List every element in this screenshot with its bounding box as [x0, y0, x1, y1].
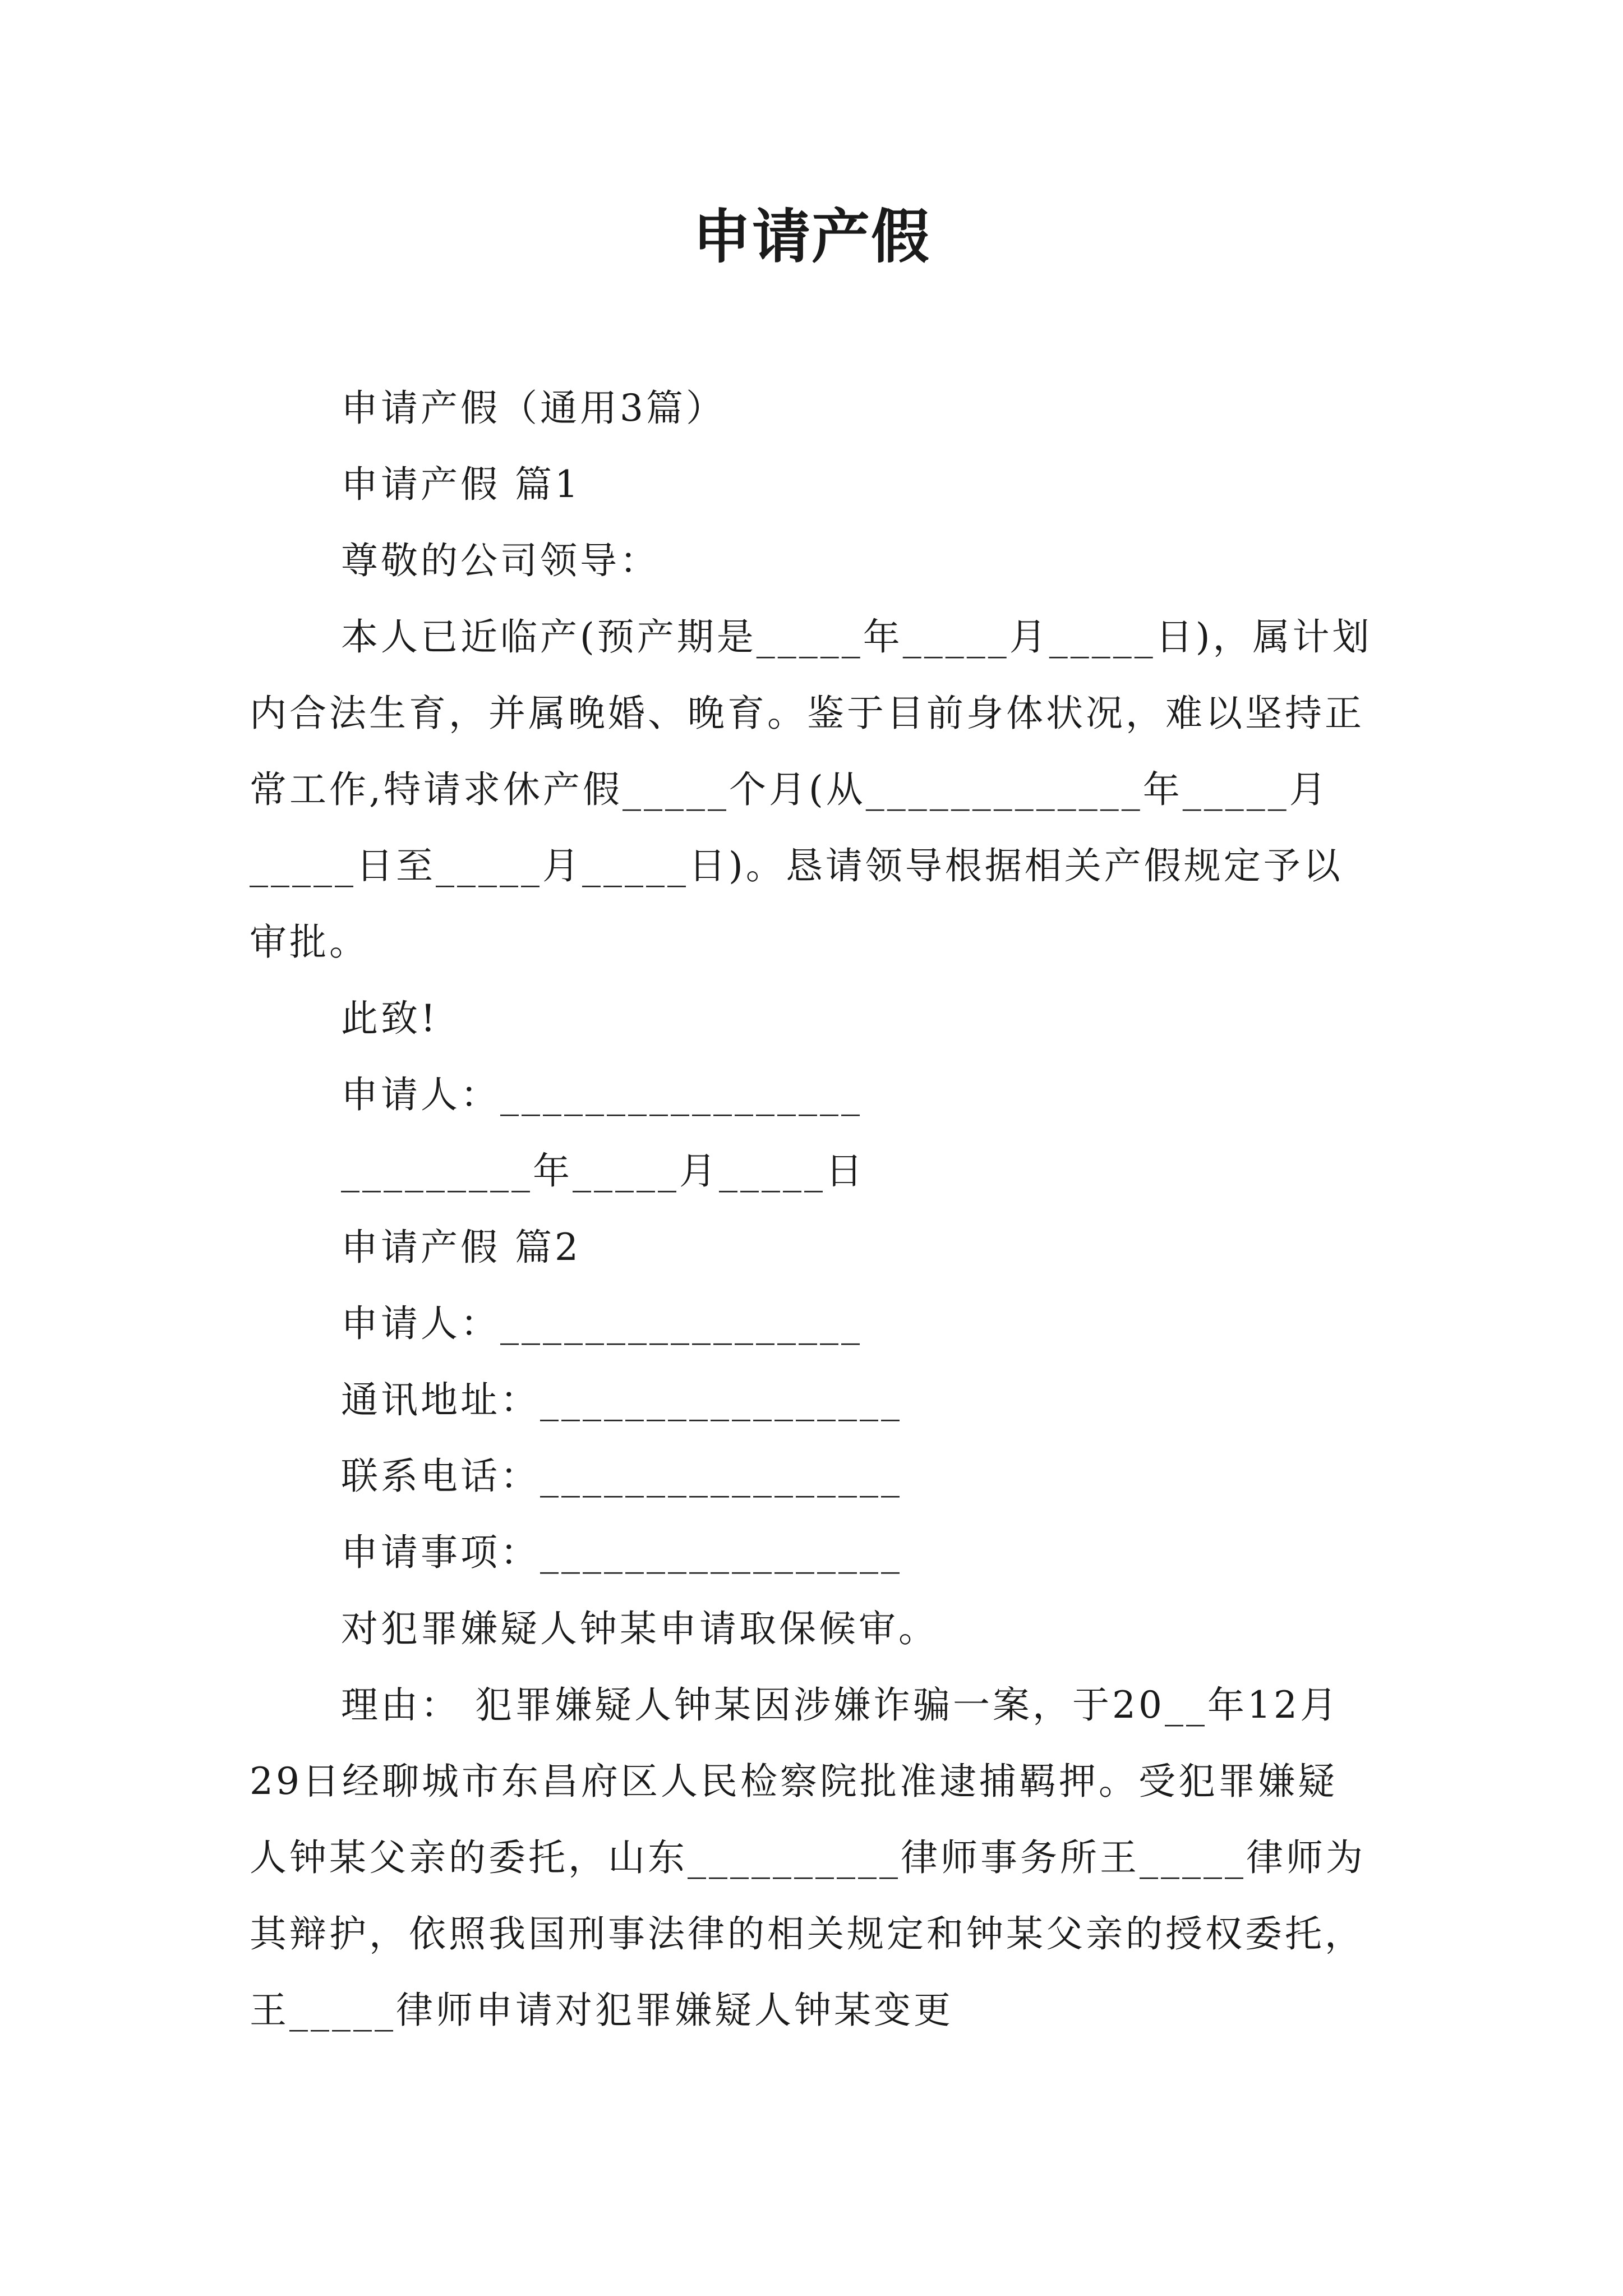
document-title: 申请产假 — [692, 203, 930, 271]
paragraph-applicant-2: 申请人：_________________ — [341, 1302, 863, 1345]
paragraph-closing: 此致! — [341, 997, 439, 1040]
paragraph-address: 通讯地址：_________________ — [341, 1378, 902, 1421]
paragraph-date: _________年_____月_____日 — [341, 1149, 865, 1193]
paragraph-applicant-1: 申请人：_________________ — [341, 1073, 863, 1116]
paragraph-matter: 申请事项：_________________ — [341, 1531, 902, 1574]
paragraph-salutation: 尊敬的公司领导： — [341, 539, 660, 582]
document-body — [250, 370, 1374, 2049]
paragraph-request-body: 本人已近临产(预产期是_____年_____月_____日)，属计划内合法生育，并属晚婚、晚育。鉴于目前身体状况，难以坚持正常工作,特请求休产假_____个月(从_____________年_____月_____日至_____月_____日)。恳请领导根据相关产假规定予以审批。 — [250, 615, 1372, 964]
paragraph-heading: 申请产假（通用3篇） — [341, 386, 726, 430]
paragraph-section-1: 申请产假 篇1 — [341, 463, 581, 506]
paragraph-reason: 理由： 犯罪嫌疑人钟某因涉嫌诈骗一案，于20__年12月29日经聊城市东昌府区人民检察院批准逮捕羁押。受犯罪嫌疑人钟某父亲的委托，山东__________律师事务所王_____律师为其辩护，依照我国刑事法律的相关规定和钟某父亲的授权委托，王_____律师申请对犯罪嫌疑人钟某变更 — [250, 1683, 1366, 2032]
paragraph-section-2: 申请产假 篇2 — [341, 1226, 581, 1269]
paragraph-matter-detail: 对犯罪嫌疑人钟某申请取保候审。 — [341, 1607, 938, 1650]
paragraph-phone: 联系电话：_________________ — [341, 1455, 902, 1498]
